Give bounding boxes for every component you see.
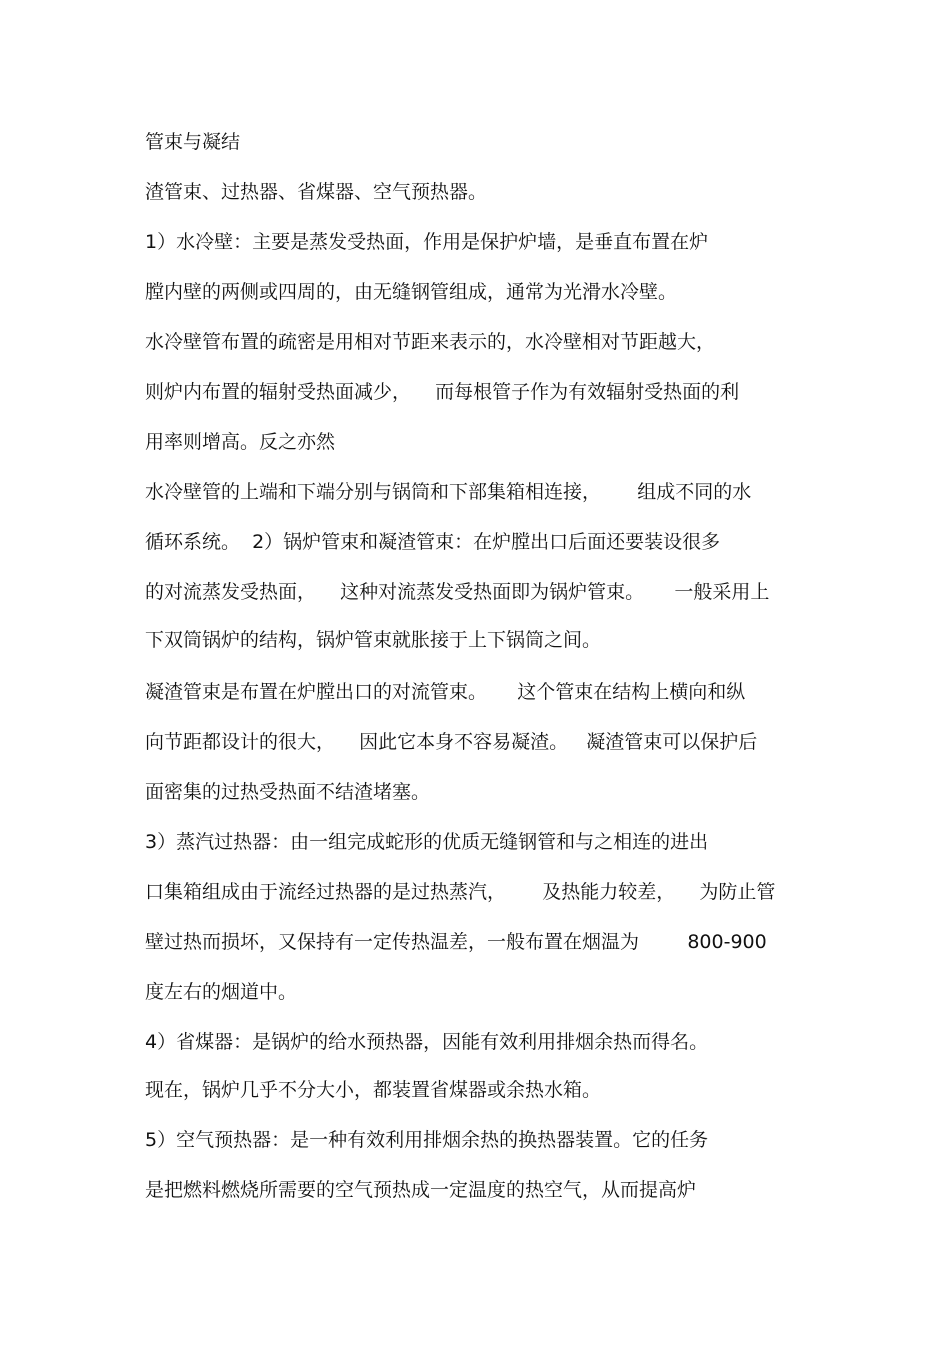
text-line: 循环系统。 2）锅炉管束和凝渣管束：在炉膛出口后面还要装设很多 xyxy=(145,531,721,553)
text-line: 膛内壁的两侧或四周的，由无缝钢管组成，通常为光滑水冷壁。 xyxy=(145,281,678,303)
text-line: 3）蒸汽过热器：由一组完成蛇形的优质无缝钢管和与之相连的进出 xyxy=(145,831,709,853)
text-line: 壁过热而损坏，又保持有一定传热温差，一般布置在烟温为 800-900 xyxy=(145,931,767,953)
text-line: 4）省煤器：是锅炉的给水预热器，因能有效利用排烟余热而得名。 xyxy=(145,1031,709,1053)
text-line: 用率则增高。反之亦然 xyxy=(145,431,336,453)
text-line: 现在，锅炉几乎不分大小，都装置省煤器或余热水箱。 xyxy=(145,1079,602,1101)
text-line: 面密集的过热受热面不结渣堵塞。 xyxy=(145,781,431,803)
text-line: 的对流蒸发受热面， 这种对流蒸发受热面即为锅炉管束。 一般采用上 xyxy=(145,581,770,603)
text-line: 是把燃料燃烧所需要的空气预热成一定温度的热空气，从而提高炉 xyxy=(145,1179,697,1201)
text-line: 凝渣管束是布置在炉膛出口的对流管束。 这个管束在结构上横向和纵 xyxy=(145,681,746,703)
section-title: 管束与凝结 xyxy=(145,131,241,153)
text-line: 渣管束、过热器、省煤器、空气预热器。 xyxy=(145,181,488,203)
text-line: 则炉内布置的辐射受热面减少， 而每根管子作为有效辐射受热面的利 xyxy=(145,381,740,403)
text-line: 下双筒锅炉的结构，锅炉管束就胀接于上下锅筒之间。 xyxy=(145,629,602,651)
text-line: 度左右的烟道中。 xyxy=(145,981,298,1003)
text-line: 口集箱组成由于流经过热器的是过热蒸汽， 及热能力较差， 为防止管 xyxy=(145,881,776,903)
text-line: 水冷壁管的上端和下端分别与锅筒和下部集箱相连接， 组成不同的水 xyxy=(145,481,752,503)
text-line: 向节距都设计的很大， 因此它本身不容易凝渣。 凝渣管束可以保护后 xyxy=(145,731,758,753)
text-line: 1）水冷壁：主要是蒸发受热面，作用是保护炉墙，是垂直布置在炉 xyxy=(145,231,709,253)
text-line: 水冷壁管布置的疏密是用相对节距来表示的，水冷壁相对节距越大， xyxy=(145,331,716,353)
text-line: 5）空气预热器：是一种有效利用排烟余热的换热器装置。它的任务 xyxy=(145,1129,709,1151)
